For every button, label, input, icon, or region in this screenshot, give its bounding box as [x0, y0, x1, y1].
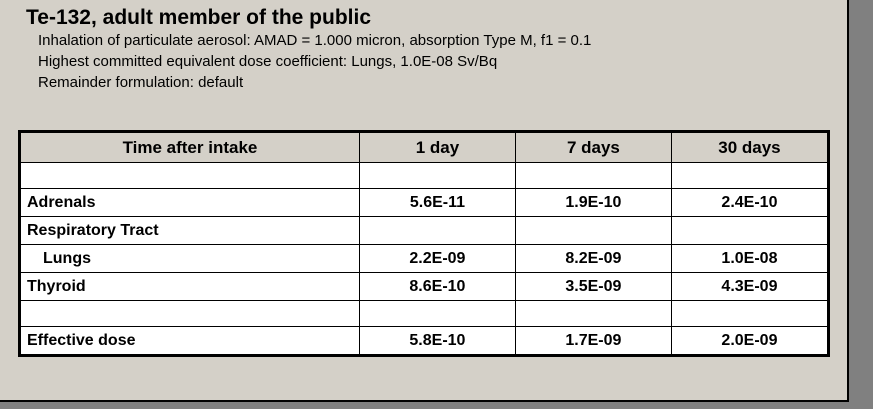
row-value: 8.2E-09 [515, 245, 671, 273]
row-value: 2.4E-10 [671, 189, 827, 217]
row-value [671, 301, 827, 327]
row-value: 5.6E-11 [359, 189, 515, 217]
column-header-7days: 7 days [515, 133, 671, 163]
highest-dose-coefficient: Highest committed equivalent dose coefficient: Lungs, 1.0E-08 Sv/Bq [38, 53, 498, 70]
table-row [21, 217, 828, 245]
row-label: Adrenals [21, 189, 360, 217]
row-value: 5.8E-10 [359, 327, 515, 355]
row-value: 8.6E-10 [359, 273, 515, 301]
row-value: 2.2E-09 [359, 245, 515, 273]
row-label [21, 301, 360, 327]
table-header-row [21, 133, 828, 163]
row-value [515, 163, 671, 189]
row-value: 1.0E-08 [671, 245, 827, 273]
dose-table [20, 132, 828, 355]
row-value: 1.7E-09 [515, 327, 671, 355]
row-value: 3.5E-09 [515, 273, 671, 301]
column-header-30days: 30 days [671, 133, 827, 163]
report-header [0, 0, 847, 93]
row-value [671, 163, 827, 189]
row-value: 4.3E-09 [671, 273, 827, 301]
row-value [515, 301, 671, 327]
row-value [359, 217, 515, 245]
column-header-1day: 1 day [359, 133, 515, 163]
table-row [21, 245, 828, 273]
row-value: 1.9E-10 [515, 189, 671, 217]
table-row [21, 273, 828, 301]
table-row [21, 189, 828, 217]
row-value [515, 217, 671, 245]
remainder-formulation: Remainder formulation: default [38, 74, 244, 91]
row-value [359, 301, 515, 327]
dose-table-container [18, 130, 830, 357]
row-value [671, 217, 827, 245]
column-header-time: Time after intake [21, 133, 360, 163]
row-label: Thyroid [21, 273, 360, 301]
row-value: 2.0E-09 [671, 327, 827, 355]
intake-description: Inhalation of particulate aerosol: AMAD = 1.000 micron, absorption Type M, f1 = 0.1 [38, 32, 592, 49]
dose-table-body [21, 163, 828, 355]
row-label [21, 163, 360, 189]
row-label: Respiratory Tract [21, 217, 360, 245]
row-label: Effective dose [21, 327, 360, 355]
row-value [359, 163, 515, 189]
row-label: Lungs [21, 245, 360, 273]
page-title: Te-132, adult member of the public [26, 6, 372, 29]
table-row [21, 301, 828, 327]
table-row [21, 327, 828, 355]
table-row [21, 163, 828, 189]
